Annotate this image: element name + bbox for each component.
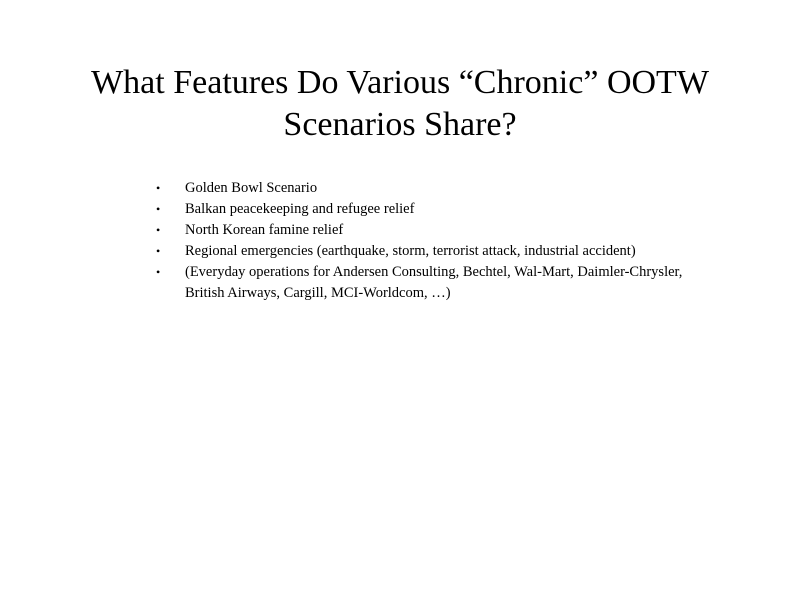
bullet-item-regional-emergencies: [150, 241, 710, 262]
slide-title: [40, 62, 760, 146]
slide-title-line-2: Scenarios Share?: [283, 106, 517, 143]
bullet-icon: •: [156, 244, 161, 258]
bullet-list: [150, 178, 710, 304]
bullet-item-north-korea: [150, 220, 710, 241]
bullet-text: Golden Bowl Scenario: [185, 180, 318, 196]
slide-title-line-1: What Features Do Various “Chronic” OOTW: [91, 64, 709, 101]
bullet-icon: •: [156, 265, 161, 279]
bullet-icon: •: [156, 223, 161, 237]
bullet-icon: •: [156, 181, 161, 195]
bullet-item-golden-bowl: [150, 178, 710, 199]
bullet-icon: •: [156, 202, 161, 216]
bullet-text: (Everyday operations for Andersen Consulting, Bechtel, Wal-Mart, Daimler-Chrysler, British Airways, Cargill, MCI-Worldcom, …): [185, 264, 683, 301]
bullet-item-balkan: [150, 199, 710, 220]
bullet-text: Balkan peacekeeping and refugee relief: [185, 201, 415, 217]
bullet-text: Regional emergencies (earthquake, storm, terrorist attack, industrial accident): [185, 243, 636, 259]
bullet-item-everyday-operations: [150, 262, 710, 304]
bullet-text: North Korean famine relief: [185, 222, 344, 238]
